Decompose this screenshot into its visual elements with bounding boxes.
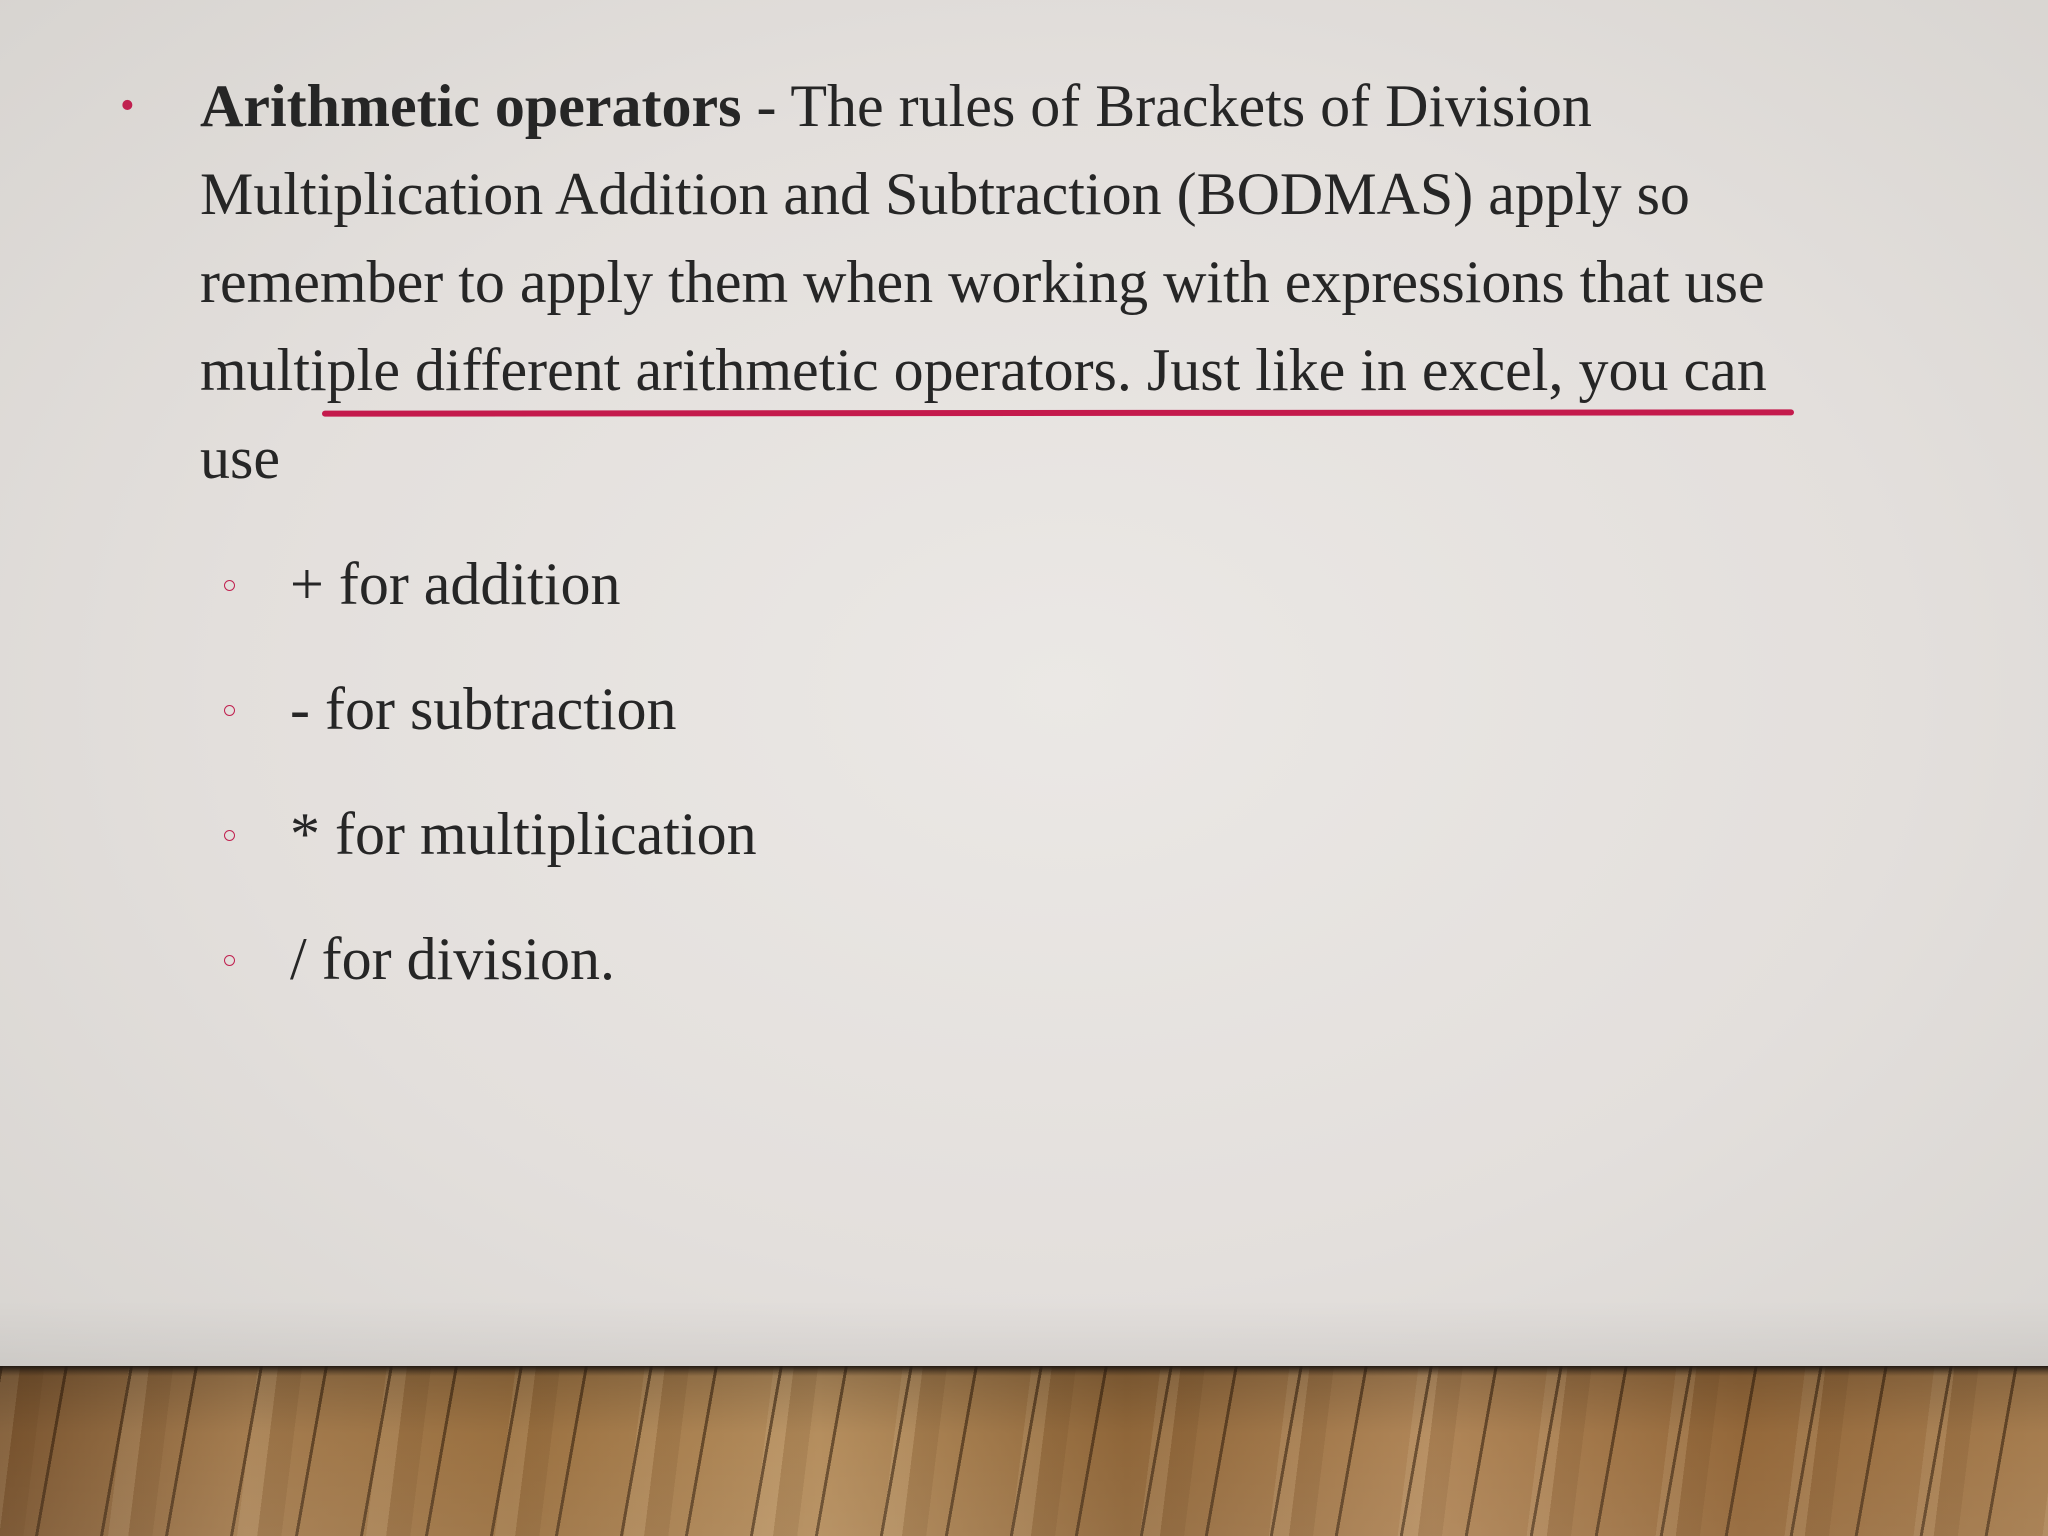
circle-bullet-icon bbox=[224, 580, 235, 591]
wall-shadow bbox=[0, 1300, 2048, 1366]
main-bullet-paragraph bbox=[120, 62, 1860, 502]
list-item-label: - for subtraction bbox=[290, 676, 677, 742]
bullet-dot-icon: • bbox=[120, 83, 135, 129]
paragraph-text-end: you can use bbox=[200, 337, 1767, 491]
circle-bullet-icon bbox=[224, 705, 235, 716]
list-item-label: / for division. bbox=[290, 926, 615, 992]
circle-bullet-icon bbox=[224, 955, 235, 966]
term-arithmetic-operators: Arithmetic operators bbox=[200, 73, 742, 139]
list-item-label: * for multiplication bbox=[290, 801, 757, 867]
list-item-label: + for addition bbox=[290, 551, 621, 617]
wooden-floor-image bbox=[0, 1366, 2048, 1536]
term-separator: - bbox=[741, 73, 791, 139]
annotated-text: multiple different arithmetic operators. Just like in excel, bbox=[200, 337, 1564, 403]
paragraph-text: The rules of Brackets of Division Multiplication Addition and Subtraction (BODMAS) apply so remember to apply them when working with expressions that use bbox=[200, 73, 1765, 315]
list-item-subtraction bbox=[290, 665, 757, 790]
hand-drawn-underline bbox=[322, 409, 1794, 416]
list-item-multiplication bbox=[290, 790, 757, 915]
operator-list bbox=[290, 540, 757, 1040]
list-item-division bbox=[290, 915, 757, 1040]
list-item-addition bbox=[290, 540, 757, 665]
circle-bullet-icon bbox=[224, 830, 235, 841]
